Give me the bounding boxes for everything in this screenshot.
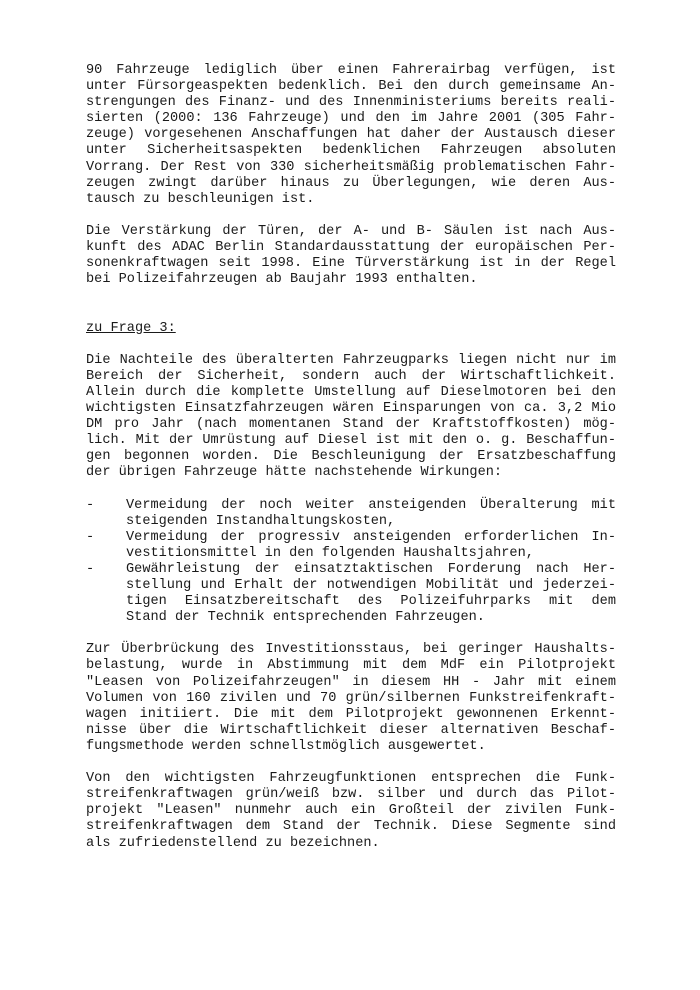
list-item	[86, 530, 616, 562]
text-line: kunft des ADAC Berlin Standardausstattung der europäischen Per-	[86, 240, 616, 256]
text-line: wagen initiiert. Die mit dem Pilotprojekt gewonnenen Erkennt-	[86, 706, 616, 722]
text-line: Die Verstärkung der Türen, der A- und B- Säulen ist nach Aus-	[86, 223, 616, 239]
text-line: bei Polizeifahrzeugen ab Baujahr 1993 enthalten.	[86, 272, 478, 288]
text-line: fungsmethode werden schnellstmöglich ausgewertet.	[86, 738, 486, 754]
bullet-dash: -	[86, 529, 95, 545]
text-line: zeuge) vorgesehenen Anschaffungen hat daher der Austausch dieser	[86, 127, 616, 143]
text-line: stellung und Erhalt der notwendigen Mobilität und jederzei-	[126, 578, 616, 593]
text-line: unter Fürsorgeaspekten bedenklich. Bei den durch gemeinsame An-	[86, 79, 616, 95]
text-line: Vermeidung der progressiv ansteigenden erforderlichen In-	[126, 529, 616, 545]
text-line: Allein durch die komplette Umstellung auf Dieselmotoren bei den	[86, 384, 616, 400]
spacer	[86, 626, 616, 642]
bullet-dash: -	[86, 561, 95, 577]
text-line: tigen Einsatzbereitschaft des Polizeifuhrparks mit dem	[126, 594, 616, 610]
text-line: vestitionsmittel in den folgenden Haushaltsjahren,	[126, 545, 534, 561]
text-line: wichtigsten Einsatzfahrzeugen wären Einsparungen von ca. 3,2 Mio	[86, 400, 616, 416]
text-line: Stand der Technik entsprechenden Fahrzeugen.	[126, 610, 485, 626]
text-line: Volumen von 160 zivilen und 70 grün/silbernen Funkstreifenkraft-	[86, 690, 616, 706]
text-line: belastung, wurde in Abstimmung mit dem MdF ein Pilotprojekt	[86, 658, 616, 674]
text-line: streifenkraftwagen dem Stand der Technik. Diese Segmente sind	[86, 819, 616, 835]
text-line: Vorrang. Der Rest von 330 sicherheitsmäßig problematischen Fahr-	[86, 159, 616, 175]
paragraph-door-reinforcement	[86, 224, 616, 288]
text-line: sonenkraftwagen seit 1998. Eine Türverstärkung ist in der Regel	[86, 256, 616, 272]
text-line: streifenkraftwagen grün/weiß bzw. silber und durch das Pilot-	[86, 787, 616, 803]
text-line: "Leasen von Polizeifahrzeugen" in diesem HH - Jahr mit einem	[86, 674, 616, 690]
paragraph-disadvantages	[86, 353, 616, 482]
text-line: lich. Mit der Umrüstung auf Diesel ist mit den o. g. Beschaffun-	[86, 433, 616, 449]
text-line: sierten (2000: 136 Fahrzeuge) und den im Jahre 2001 (305 Fahr-	[86, 111, 616, 127]
text-line: Zur Überbrückung des Investitionsstaus, bei geringer Haushalts-	[86, 642, 616, 658]
text-line: Gewährleistung der einsatztaktischen Forderung nach Her-	[126, 561, 616, 577]
text-line: DM pro Jahr (nach momentanen Stand der Kraftstoffkosten) mög-	[86, 417, 616, 433]
paragraph-airbag	[86, 63, 616, 208]
text-line: steigenden Instandhaltungskosten,	[126, 513, 396, 529]
text-line: als zufriedenstellend zu bezeichnen.	[86, 835, 380, 851]
text-line: unter Sicherheitsaspekten bedenklichen Fahrzeugen absoluten	[86, 143, 616, 159]
spacer	[86, 208, 616, 224]
text-line: 90 Fahrzeuge lediglich über einen Fahrerairbag verfügen, ist	[86, 63, 616, 78]
list-item	[86, 562, 616, 626]
spacer	[86, 288, 616, 304]
text-line: der übrigen Fahrzeuge hätte nachstehende Wirkungen:	[86, 465, 503, 481]
section-heading: zu Frage 3:	[86, 320, 176, 336]
spacer	[86, 755, 616, 771]
text-line: zeugen zwingt darüber hinaus zu Überlegungen, wie deren Aus-	[86, 175, 616, 191]
text-line: projekt "Leasen" nunmehr auch ein Großteil der zivilen Funk-	[86, 803, 616, 819]
text-line: gen begonnen worden. Die Beschleunigung der Ersatzbeschaffung	[86, 449, 616, 465]
text-line: Vermeidung der noch weiter ansteigenden Überalterung mit	[126, 497, 616, 513]
text-line: strengungen des Finanz- und des Innenministeriums bereits reali-	[86, 95, 616, 111]
text-line: nisse über die Wirtschaftlichkeit dieser alternativen Beschaf-	[86, 722, 616, 738]
list-item	[86, 498, 616, 530]
paragraph-functions	[86, 771, 616, 851]
bullet-list	[86, 498, 616, 627]
bullet-dash: -	[86, 497, 95, 513]
document-page	[86, 63, 616, 852]
spacer	[86, 481, 616, 497]
paragraph-leasing	[86, 642, 616, 755]
text-line: Bereich der Sicherheit, sondern auch der Wirtschaftlichkeit.	[86, 368, 616, 384]
spacer	[86, 304, 616, 320]
spacer	[86, 337, 616, 353]
text-line: Von den wichtigsten Fahrzeugfunktionen entsprechen die Funk-	[86, 771, 616, 787]
text-line: Die Nachteile des überalterten Fahrzeugparks liegen nicht nur im	[86, 352, 616, 368]
text-line: tausch zu beschleunigen ist.	[86, 191, 315, 207]
